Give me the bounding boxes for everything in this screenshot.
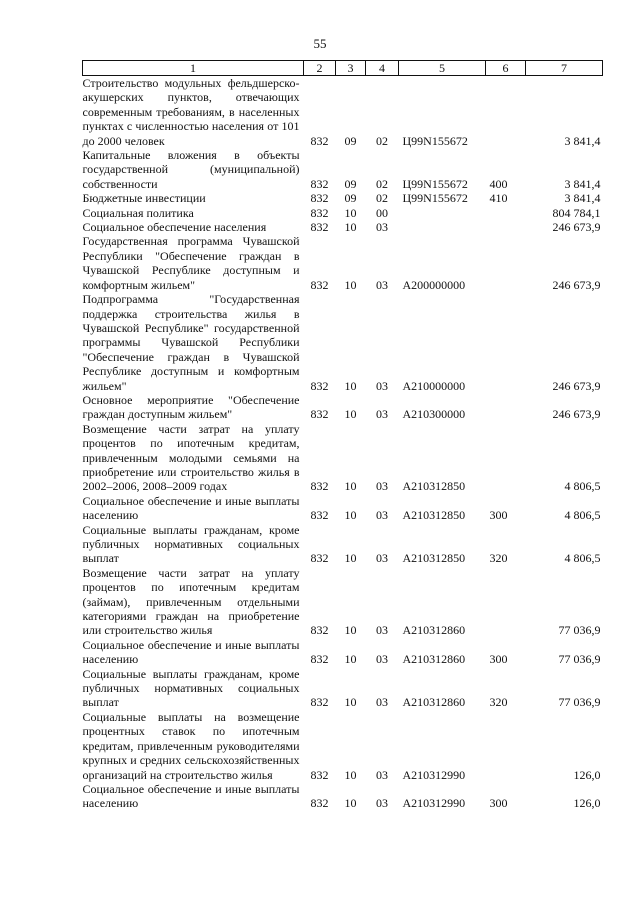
row-target-article — [399, 206, 486, 220]
table-row — [83, 206, 603, 220]
row-subsection: 02 — [376, 191, 388, 206]
row-expense-type: 320 — [489, 551, 508, 566]
row-grbs: 832 — [310, 551, 329, 566]
row-amount: 804 784,1 — [552, 205, 601, 220]
row-name: Социальная политика — [82, 205, 194, 220]
row-target-article: A210312860 — [402, 652, 466, 667]
row-section: 09 — [344, 191, 357, 206]
row-amount: 77 036,9 — [558, 695, 601, 710]
row-name: Возмещение части затрат на уплату процентов по ипотечным кредитам (займам), привлеченным отдельными категориями граждан на приобретение или строительство жилья — [82, 565, 300, 638]
row-expense-type: 410 — [489, 191, 508, 206]
row-name: Социальные выплаты на возмещение процентных ставок по ипотечным кредитам, привлеченным руководителями крупных и средних сельскохозяйственных организаций на строительство жилья — [82, 709, 300, 782]
row-amount: 246 673,9 — [552, 407, 601, 422]
table-row — [83, 566, 603, 638]
row-amount: 3 841,4 — [564, 133, 601, 148]
table-row — [83, 710, 603, 782]
row-expense-type: 300 — [489, 508, 508, 523]
table-row — [83, 638, 603, 667]
row-name: Подпрограмма "Государственная поддержка строительства жилья в Чувашской Республике" государственной программы Чувашской Республики "Обеспечение граждан в Чувашской Республике доступным и комфортным жильем" — [82, 292, 300, 393]
table-row — [83, 393, 603, 422]
table-row — [83, 148, 603, 191]
row-section: 10 — [344, 277, 357, 292]
row-subsection: 03 — [376, 695, 388, 710]
row-amount: 77 036,9 — [558, 623, 601, 638]
row-section: 10 — [344, 652, 357, 667]
row-name: Основное мероприятие "Обеспечение граждан доступным жильем" — [82, 392, 300, 422]
row-expense-type: 400 — [489, 176, 508, 191]
row-expense-type — [486, 234, 526, 292]
row-grbs: 832 — [310, 695, 329, 710]
row-amount: 246 673,9 — [552, 378, 601, 393]
row-name: Капитальные вложения в объекты государственной (муниципальной) собственности — [82, 148, 300, 191]
row-grbs: 832 — [310, 479, 329, 494]
row-target-article: A210312850 — [402, 551, 466, 566]
row-name: Государственная программа Чувашской Республики "Обеспечение граждан в Чувашской Республике доступным и комфортным жильем" — [82, 234, 300, 292]
row-expense-type: 320 — [489, 695, 508, 710]
row-amount: 246 673,9 — [552, 277, 601, 292]
row-section: 10 — [344, 220, 357, 235]
row-grbs: 832 — [310, 508, 329, 523]
row-grbs: 832 — [310, 623, 329, 638]
row-section: 10 — [344, 767, 357, 782]
table-row — [83, 76, 603, 149]
row-section: 10 — [344, 378, 357, 393]
budget-table — [82, 60, 603, 811]
row-expense-type — [486, 220, 526, 234]
row-section: 10 — [344, 508, 357, 523]
header-cell-grbs: 2 — [304, 61, 336, 76]
row-section: 10 — [344, 551, 357, 566]
header-cell-name: 1 — [83, 61, 304, 76]
row-grbs: 832 — [310, 652, 329, 667]
header-cell-amount: 7 — [526, 61, 603, 76]
header-cell-section: 3 — [336, 61, 366, 76]
row-subsection: 03 — [376, 767, 388, 782]
row-expense-type — [486, 393, 526, 422]
row-subsection: 03 — [376, 407, 388, 422]
row-name: Социальное обеспечение и иные выплаты населению — [82, 493, 300, 523]
row-expense-type — [486, 566, 526, 638]
row-name: Бюджетные инвестиции — [82, 191, 206, 206]
row-target-article: A210312990 — [402, 767, 466, 782]
row-section: 10 — [344, 695, 357, 710]
row-subsection: 03 — [376, 277, 388, 292]
row-grbs: 832 — [310, 176, 329, 191]
row-target-article: A210312850 — [402, 479, 466, 494]
row-grbs: 832 — [310, 378, 329, 393]
table-row — [83, 191, 603, 205]
row-target-article: A210312990 — [402, 796, 466, 811]
row-amount: 3 841,4 — [564, 191, 601, 206]
row-grbs: 832 — [310, 191, 329, 206]
header-cell-expense-type: 6 — [486, 61, 526, 76]
row-amount: 4 806,5 — [564, 508, 601, 523]
table-row — [83, 220, 603, 234]
row-grbs: 832 — [310, 277, 329, 292]
row-name: Строительство модульных фельдшерско-акушерских пунктов, отвечающих современным требованиям, в населенных пунктах с численностью населения от 101 до 2000 человек — [82, 76, 300, 148]
row-section: 10 — [344, 479, 357, 494]
row-grbs: 832 — [310, 205, 329, 220]
row-subsection: 03 — [376, 220, 388, 235]
row-target-article: Ц99N155672 — [402, 133, 468, 148]
table-row — [83, 422, 603, 494]
header-cell-subsection: 4 — [366, 61, 399, 76]
header-row — [83, 61, 603, 76]
row-target-article: Ц99N155672 — [402, 176, 468, 191]
page-number: 55 — [313, 36, 327, 51]
row-target-article: A210312860 — [402, 695, 466, 710]
row-amount: 4 806,5 — [564, 551, 601, 566]
table-row — [83, 667, 603, 710]
row-target-article: A210312850 — [402, 508, 466, 523]
row-subsection: 03 — [376, 508, 388, 523]
row-target-article: A210000000 — [402, 378, 466, 393]
row-subsection: 03 — [376, 551, 388, 566]
row-expense-type — [486, 292, 526, 393]
table-row — [83, 782, 603, 811]
row-expense-type: 300 — [489, 796, 508, 811]
row-subsection: 03 — [376, 652, 388, 667]
row-section: 10 — [344, 205, 357, 220]
row-subsection: 02 — [376, 176, 388, 191]
row-grbs: 832 — [310, 407, 329, 422]
row-amount: 4 806,5 — [564, 479, 601, 494]
table-row — [83, 234, 603, 292]
row-target-article — [399, 220, 486, 234]
row-subsection: 03 — [376, 378, 388, 393]
row-subsection: 02 — [376, 133, 388, 148]
row-amount: 246 673,9 — [552, 220, 601, 235]
row-grbs: 832 — [310, 220, 329, 235]
row-amount: 77 036,9 — [558, 652, 601, 667]
table-row — [83, 292, 603, 393]
header-cell-target-article: 5 — [399, 61, 486, 76]
row-section: 10 — [344, 623, 357, 638]
row-grbs: 832 — [310, 796, 329, 811]
row-grbs: 832 — [310, 767, 329, 782]
row-target-article: A200000000 — [402, 277, 466, 292]
row-name: Возмещение части затрат на уплату процентов по ипотечным кредитам, привлеченным молодыми семьями на приобретение или строительство жилья в 2002–2006, 2008–2009 годах — [82, 421, 300, 494]
row-expense-type — [486, 76, 526, 149]
row-amount: 126,0 — [573, 767, 601, 782]
row-expense-type — [486, 710, 526, 782]
table-row — [83, 494, 603, 523]
row-target-article: A210300000 — [402, 407, 466, 422]
row-section: 09 — [344, 133, 357, 148]
row-amount: 126,0 — [573, 796, 601, 811]
row-expense-type — [486, 422, 526, 494]
row-name: Социальное обеспечение и иные выплаты населению — [82, 781, 300, 811]
row-subsection: 03 — [376, 796, 388, 811]
row-section: 10 — [344, 407, 357, 422]
row-expense-type: 300 — [489, 652, 508, 667]
row-name: Социальные выплаты гражданам, кроме публичных нормативных социальных выплат — [82, 522, 300, 566]
row-name: Социальное обеспечение населения — [82, 220, 267, 235]
row-subsection: 00 — [376, 205, 388, 220]
row-section: 10 — [344, 796, 357, 811]
row-name: Социальные выплаты гражданам, кроме публичных нормативных социальных выплат — [82, 666, 300, 710]
row-target-article: A210312860 — [402, 623, 466, 638]
row-expense-type — [486, 206, 526, 220]
table-row — [83, 523, 603, 566]
table-body — [83, 76, 603, 811]
row-amount: 3 841,4 — [564, 176, 601, 191]
row-name: Социальное обеспечение и иные выплаты населению — [82, 637, 300, 667]
row-target-article: Ц99N155672 — [402, 191, 468, 206]
row-subsection: 03 — [376, 479, 388, 494]
row-grbs: 832 — [310, 133, 329, 148]
row-section: 09 — [344, 176, 357, 191]
row-subsection: 03 — [376, 623, 388, 638]
